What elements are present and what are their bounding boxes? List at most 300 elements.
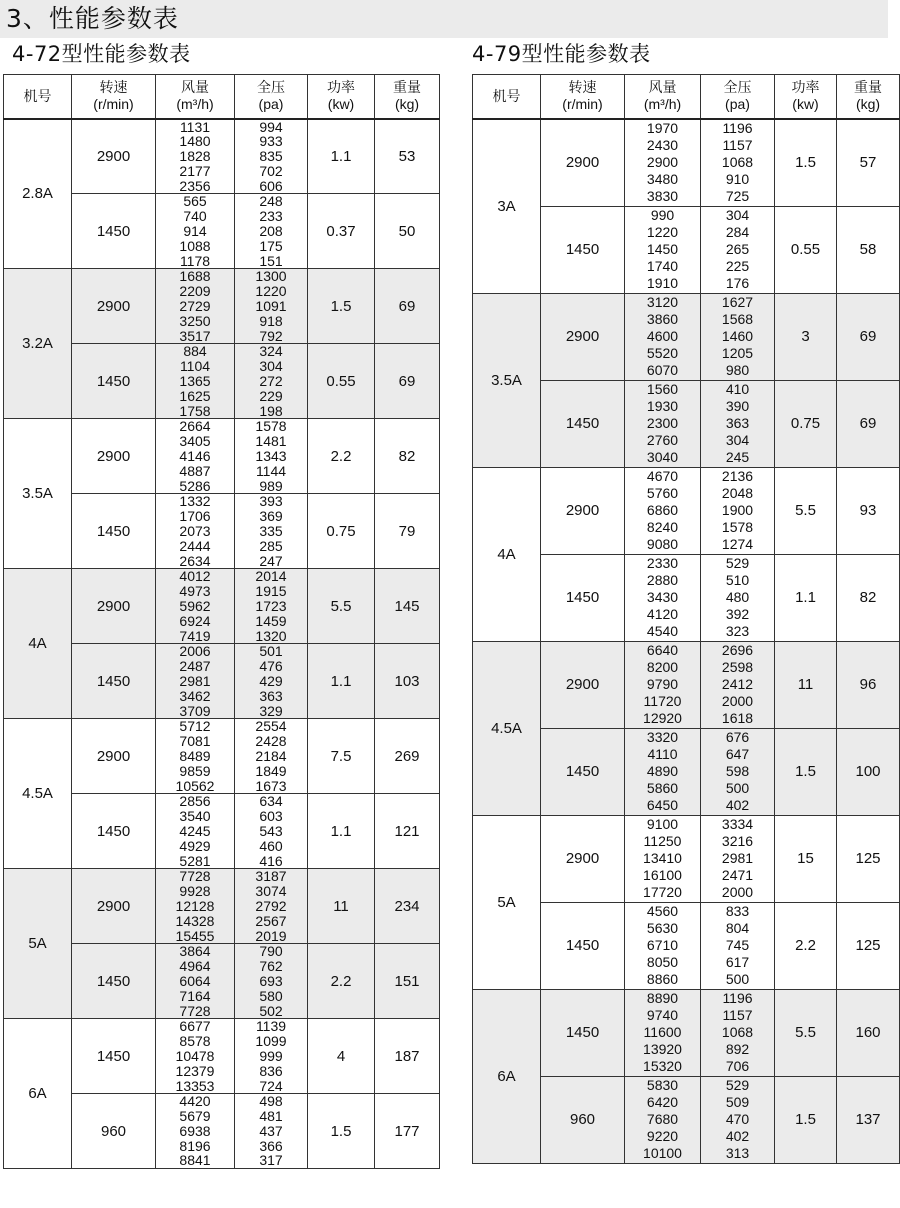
flow-cell [625,467,701,554]
pressure-value: 460 [259,837,283,854]
flow-value: 1088 [179,237,211,254]
pressure-value: 265 [725,240,750,257]
pressure-value: 529 [725,1076,750,1093]
model-cell: 3.5A [4,419,72,569]
weight-cell: 79 [375,494,440,569]
speed-cell: 2900 [541,293,625,380]
pressure-value: 994 [259,118,283,135]
flow-value: 6710 [646,937,679,954]
flow-value: 8860 [646,971,679,988]
model-cell: 5A [473,815,541,989]
power-cell: 0.37 [308,194,375,269]
pressure-value: 437 [259,1122,283,1139]
flow-value: 9740 [646,1006,679,1023]
flow-value: 3540 [179,808,211,825]
flow-cell [156,944,235,1019]
header-power: 功率 (kw) [308,75,375,119]
flow-value: 5830 [646,1076,679,1093]
table-row [4,269,440,344]
speed-cell: 1450 [541,380,625,467]
pressure-value: 910 [725,171,750,188]
flow-value: 1688 [179,268,211,285]
model-cell: 4A [473,467,541,641]
pressure-value: 323 [725,623,750,640]
flow-cell [625,989,701,1076]
flow-value: 7081 [179,733,211,750]
pressure-cell [701,902,775,989]
pressure-cell [235,494,308,569]
power-cell: 1.5 [775,1076,837,1163]
flow-value: 3860 [646,310,679,327]
table-4-79 [472,74,900,1164]
pressure-value: 1915 [255,583,287,600]
flow-value: 12379 [175,1062,215,1079]
flow-value: 8240 [646,519,679,536]
pressure-value: 2000 [721,884,754,901]
pressure-value: 1157 [722,136,753,153]
flow-cell [156,119,235,194]
pressure-value: 1481 [255,433,287,450]
speed-cell: 960 [72,1094,156,1169]
weight-cell: 58 [837,206,900,293]
flow-value: 4560 [646,902,679,919]
flow-value: 1480 [179,133,211,150]
pressure-value: 790 [259,943,283,960]
pressure-value: 313 [725,1145,750,1162]
power-cell: 11 [775,641,837,728]
pressure-value: 676 [725,728,750,745]
flow-value: 3709 [179,702,211,719]
flow-value: 1970 [646,119,679,136]
power-cell: 1.1 [308,644,375,719]
pressure-value: 1099 [255,1033,287,1050]
pressure-cell [235,719,308,794]
pressure-value: 500 [725,780,750,797]
flow-value: 9220 [646,1128,679,1145]
weight-cell: 121 [375,794,440,869]
model-cell: 6A [473,989,541,1163]
pressure-value: 580 [259,987,283,1004]
pressure-value: 1139 [255,1018,287,1035]
pressure-cell [235,419,308,494]
model-cell: 3.2A [4,269,72,419]
power-cell: 3 [775,293,837,380]
table-row [4,419,440,494]
pressure-value: 2428 [255,733,287,750]
speed-cell: 2900 [72,869,156,944]
pressure-value: 2567 [255,912,287,929]
speed-cell: 2900 [72,119,156,194]
header-model: 机号 [473,75,541,119]
flow-value: 8578 [179,1033,211,1050]
pressure-value: 2000 [721,693,754,710]
pressure-value: 363 [259,687,283,704]
flow-value: 11720 [643,693,682,710]
pressure-value: 980 [725,362,750,379]
flow-value: 2981 [179,672,211,689]
weight-cell: 69 [837,380,900,467]
weight-cell: 177 [375,1094,440,1169]
power-cell: 2.2 [308,944,375,1019]
pressure-value: 1196 [722,119,753,136]
flow-value: 3462 [179,687,211,704]
pressure-value: 2412 [721,676,754,692]
flow-value: 6450 [646,797,679,814]
speed-cell: 2900 [72,419,156,494]
weight-cell: 125 [837,902,900,989]
pressure-value: 392 [725,606,750,623]
weight-cell: 82 [837,554,900,641]
flow-value: 9928 [179,883,211,900]
flow-cell [625,641,701,728]
power-cell: 0.75 [308,494,375,569]
header-model: 机号 [4,75,72,119]
flow-cell [156,344,235,419]
pressure-cell [701,467,775,554]
pressure-value: 918 [259,312,283,329]
pressure-cell [235,794,308,869]
flow-value: 2880 [646,571,679,588]
pressure-value: 335 [259,523,283,540]
flow-value: 15455 [175,927,215,944]
speed-cell: 1450 [541,989,625,1076]
pressure-value: 804 [725,919,750,936]
pressure-cell [235,869,308,944]
table-body [4,119,440,1169]
flow-value: 5286 [179,477,211,494]
header-flow: 风量 (m³/h) [625,75,701,119]
flow-value: 990 [650,206,675,223]
pressure-value: 835 [259,148,283,165]
pressure-value: 470 [725,1111,750,1128]
flow-cell [625,554,701,641]
flow-value: 5760 [646,484,679,501]
power-cell: 5.5 [775,467,837,554]
speed-cell: 1450 [541,902,625,989]
model-cell: 2.8A [4,119,72,269]
weight-cell: 145 [375,569,440,644]
speed-cell: 2900 [72,569,156,644]
pressure-value: 176 [725,275,750,292]
weight-cell: 137 [837,1076,900,1163]
pressure-value: 304 [725,432,750,449]
weight-cell: 50 [375,194,440,269]
pressure-value: 647 [725,745,750,762]
flow-value: 1332 [179,493,211,510]
flow-value: 17720 [643,884,682,901]
pressure-value: 2554 [255,718,287,735]
flow-value: 14328 [175,912,215,929]
weight-cell: 96 [837,641,900,728]
table-row [4,719,440,794]
header-power: 功率 (kw) [775,75,837,119]
flow-value: 1178 [179,252,211,269]
table-body [473,119,900,1164]
flow-value: 7419 [179,627,211,644]
flow-value: 4600 [646,327,679,344]
flow-value: 1131 [179,118,211,135]
power-cell: 4 [308,1019,375,1094]
flow-value: 7728 [179,868,211,885]
flow-value: 8841 [179,1152,211,1169]
flow-value: 10562 [175,777,215,794]
power-cell: 0.55 [308,344,375,419]
pressure-value: 285 [259,537,283,554]
pressure-value: 1578 [721,519,754,536]
header-flow: 风量 (m³/h) [156,75,235,119]
pressure-value: 606 [259,177,283,194]
pressure-value: 745 [725,937,750,954]
flow-value: 4420 [179,1093,211,1110]
flow-value: 1560 [646,380,679,397]
flow-value: 914 [183,223,207,240]
pressure-value: 706 [725,1058,750,1075]
power-cell: 1.5 [308,269,375,344]
flow-value: 4110 [647,745,678,762]
flow-value: 13920 [643,1041,682,1058]
flow-value: 4245 [179,822,211,839]
model-cell: 6A [4,1019,72,1169]
flow-cell [156,494,235,569]
pressure-value: 410 [725,380,750,397]
flow-value: 2634 [179,552,211,569]
pressure-value: 529 [725,554,750,571]
pressure-cell [701,1076,775,1163]
flow-value: 12128 [175,897,215,914]
flow-value: 8489 [179,747,211,764]
pressure-value: 198 [259,402,283,419]
power-cell: 1.1 [308,119,375,194]
flow-cell [625,1076,701,1163]
table-4-72 [3,74,440,1169]
flow-value: 6677 [179,1018,211,1035]
flow-value: 5962 [179,598,211,614]
header-speed: 转速 (r/min) [72,75,156,119]
flow-value: 3405 [179,433,211,450]
flow-cell [156,569,235,644]
pressure-value: 500 [725,971,750,988]
pressure-value: 1459 [255,612,287,629]
flow-value: 5520 [646,345,679,362]
pressure-value: 233 [259,208,283,225]
flow-cell [625,119,701,207]
header-speed: 转速 (r/min) [541,75,625,119]
speed-cell: 1450 [72,494,156,569]
table-row [473,119,900,207]
pressure-value: 598 [725,763,750,780]
header-row [473,75,900,119]
pressure-value: 393 [259,493,283,510]
pressure-value: 476 [259,658,283,675]
pressure-value: 402 [725,797,750,814]
header-weight: 重量 (kg) [375,75,440,119]
pressure-value: 329 [259,702,283,719]
pressure-value: 1157 [722,1006,753,1023]
flow-value: 13353 [175,1077,215,1094]
flow-value: 3430 [646,588,679,605]
weight-cell: 125 [837,815,900,902]
flow-value: 4146 [179,448,211,465]
pressure-value: 272 [259,373,283,390]
flow-value: 2444 [179,537,211,554]
flow-value: 16100 [643,867,682,884]
flow-value: 2006 [179,643,211,660]
pressure-value: 1091 [255,298,287,315]
pressure-value: 304 [725,206,750,223]
flow-value: 5630 [646,919,679,936]
flow-value: 2664 [179,418,211,435]
model-cell: 4.5A [473,641,541,815]
weight-cell: 53 [375,119,440,194]
flow-value: 3320 [646,728,679,745]
flow-value: 1625 [179,387,211,404]
flow-value: 10100 [643,1145,682,1162]
pressure-cell [701,119,775,207]
pressure-cell [235,1094,308,1169]
pressure-value: 369 [259,508,283,525]
pressure-value: 792 [259,327,283,344]
speed-cell: 2900 [541,119,625,207]
pressure-value: 1343 [255,448,287,465]
flow-value: 4012 [179,568,211,585]
flow-value: 7680 [646,1111,679,1128]
pressure-cell [235,344,308,419]
flow-value: 884 [183,343,207,360]
speed-cell: 1450 [72,194,156,269]
pressure-value: 429 [259,672,283,689]
pressure-value: 725 [725,188,750,205]
header-weight: 重量 (kg) [837,75,900,119]
flow-value: 4120 [646,606,679,623]
flow-cell [156,1019,235,1094]
flow-cell [156,194,235,269]
model-cell: 3A [473,119,541,294]
header-row [4,75,440,119]
flow-cell [625,728,701,815]
flow-value: 9080 [646,536,679,553]
pressure-value: 833 [725,902,750,919]
flow-value: 5860 [646,780,679,797]
flow-value: 6938 [179,1122,211,1139]
pressure-value: 634 [259,793,283,810]
pressure-value: 693 [259,972,283,989]
flow-value: 2430 [646,136,679,153]
flow-value: 8050 [646,954,679,971]
pressure-value: 498 [259,1093,283,1110]
speed-cell: 2900 [541,467,625,554]
header-pressure: 全压 (pa) [235,75,308,119]
flow-value: 3480 [646,171,679,188]
pressure-value: 2471 [721,867,754,884]
flow-value: 2760 [646,432,679,449]
speed-cell: 960 [541,1076,625,1163]
pressure-value: 416 [259,852,283,869]
flow-cell [156,419,235,494]
pressure-value: 151 [259,252,283,269]
pressure-value: 324 [259,343,283,360]
pressure-value: 480 [725,588,750,605]
pressure-value: 1673 [255,777,287,794]
flow-value: 6860 [646,501,679,518]
power-cell: 0.75 [775,380,837,467]
pressure-cell [701,989,775,1076]
power-cell: 15 [775,815,837,902]
pressure-value: 304 [259,358,283,375]
flow-value: 3517 [179,327,211,344]
flow-cell [625,293,701,380]
flow-value: 4929 [179,837,211,854]
flow-value: 1220 [646,223,679,240]
flow-value: 740 [183,208,207,225]
pressure-value: 1568 [721,310,754,327]
flow-cell [625,206,701,293]
pressure-value: 2598 [721,658,754,675]
pressure-value: 1618 [721,710,754,727]
flow-value: 9859 [179,762,211,779]
power-cell: 1.5 [775,119,837,207]
flow-value: 2900 [646,153,679,170]
pressure-value: 3216 [721,832,754,849]
flow-value: 4670 [646,467,679,484]
pressure-value: 3074 [255,883,287,900]
pressure-cell [701,728,775,815]
flow-cell [156,644,235,719]
flow-value: 3040 [646,449,679,466]
speed-cell: 1450 [541,206,625,293]
power-cell: 2.2 [308,419,375,494]
flow-value: 4964 [179,958,211,975]
power-cell: 1.5 [308,1094,375,1169]
pressure-value: 3334 [721,815,754,832]
weight-cell: 82 [375,419,440,494]
weight-cell: 100 [837,728,900,815]
speed-cell: 1450 [72,344,156,419]
weight-cell: 103 [375,644,440,719]
speed-cell: 2900 [541,815,625,902]
pressure-value: 390 [725,397,750,414]
pressure-value: 3187 [255,868,287,885]
pressure-value: 999 [259,1047,283,1064]
pressure-value: 1274 [721,536,754,553]
pressure-cell [701,554,775,641]
pressure-value: 2136 [721,467,754,484]
speed-cell: 1450 [72,794,156,869]
flow-value: 3864 [179,943,211,960]
model-cell: 3.5A [473,293,541,467]
flow-value: 13410 [643,850,682,867]
pressure-value: 2184 [255,747,287,764]
flow-value: 6420 [646,1093,679,1110]
flow-value: 6070 [646,362,679,379]
pressure-value: 510 [725,571,750,588]
flow-value: 1450 [646,240,679,257]
power-cell: 11 [308,869,375,944]
flow-value: 2177 [179,162,211,179]
pressure-cell [701,293,775,380]
pressure-value: 1144 [255,462,287,479]
pressure-value: 2981 [721,850,754,867]
flow-value: 6640 [646,641,679,658]
pressure-value: 1068 [721,153,754,170]
pressure-value: 1627 [721,293,754,310]
pressure-value: 2048 [721,484,754,501]
pressure-value: 502 [259,1002,283,1019]
table-row [4,569,440,644]
flow-value: 2856 [179,793,211,810]
pressure-value: 1849 [255,762,287,779]
pressure-value: 208 [259,223,283,240]
flow-value: 1758 [179,402,211,419]
